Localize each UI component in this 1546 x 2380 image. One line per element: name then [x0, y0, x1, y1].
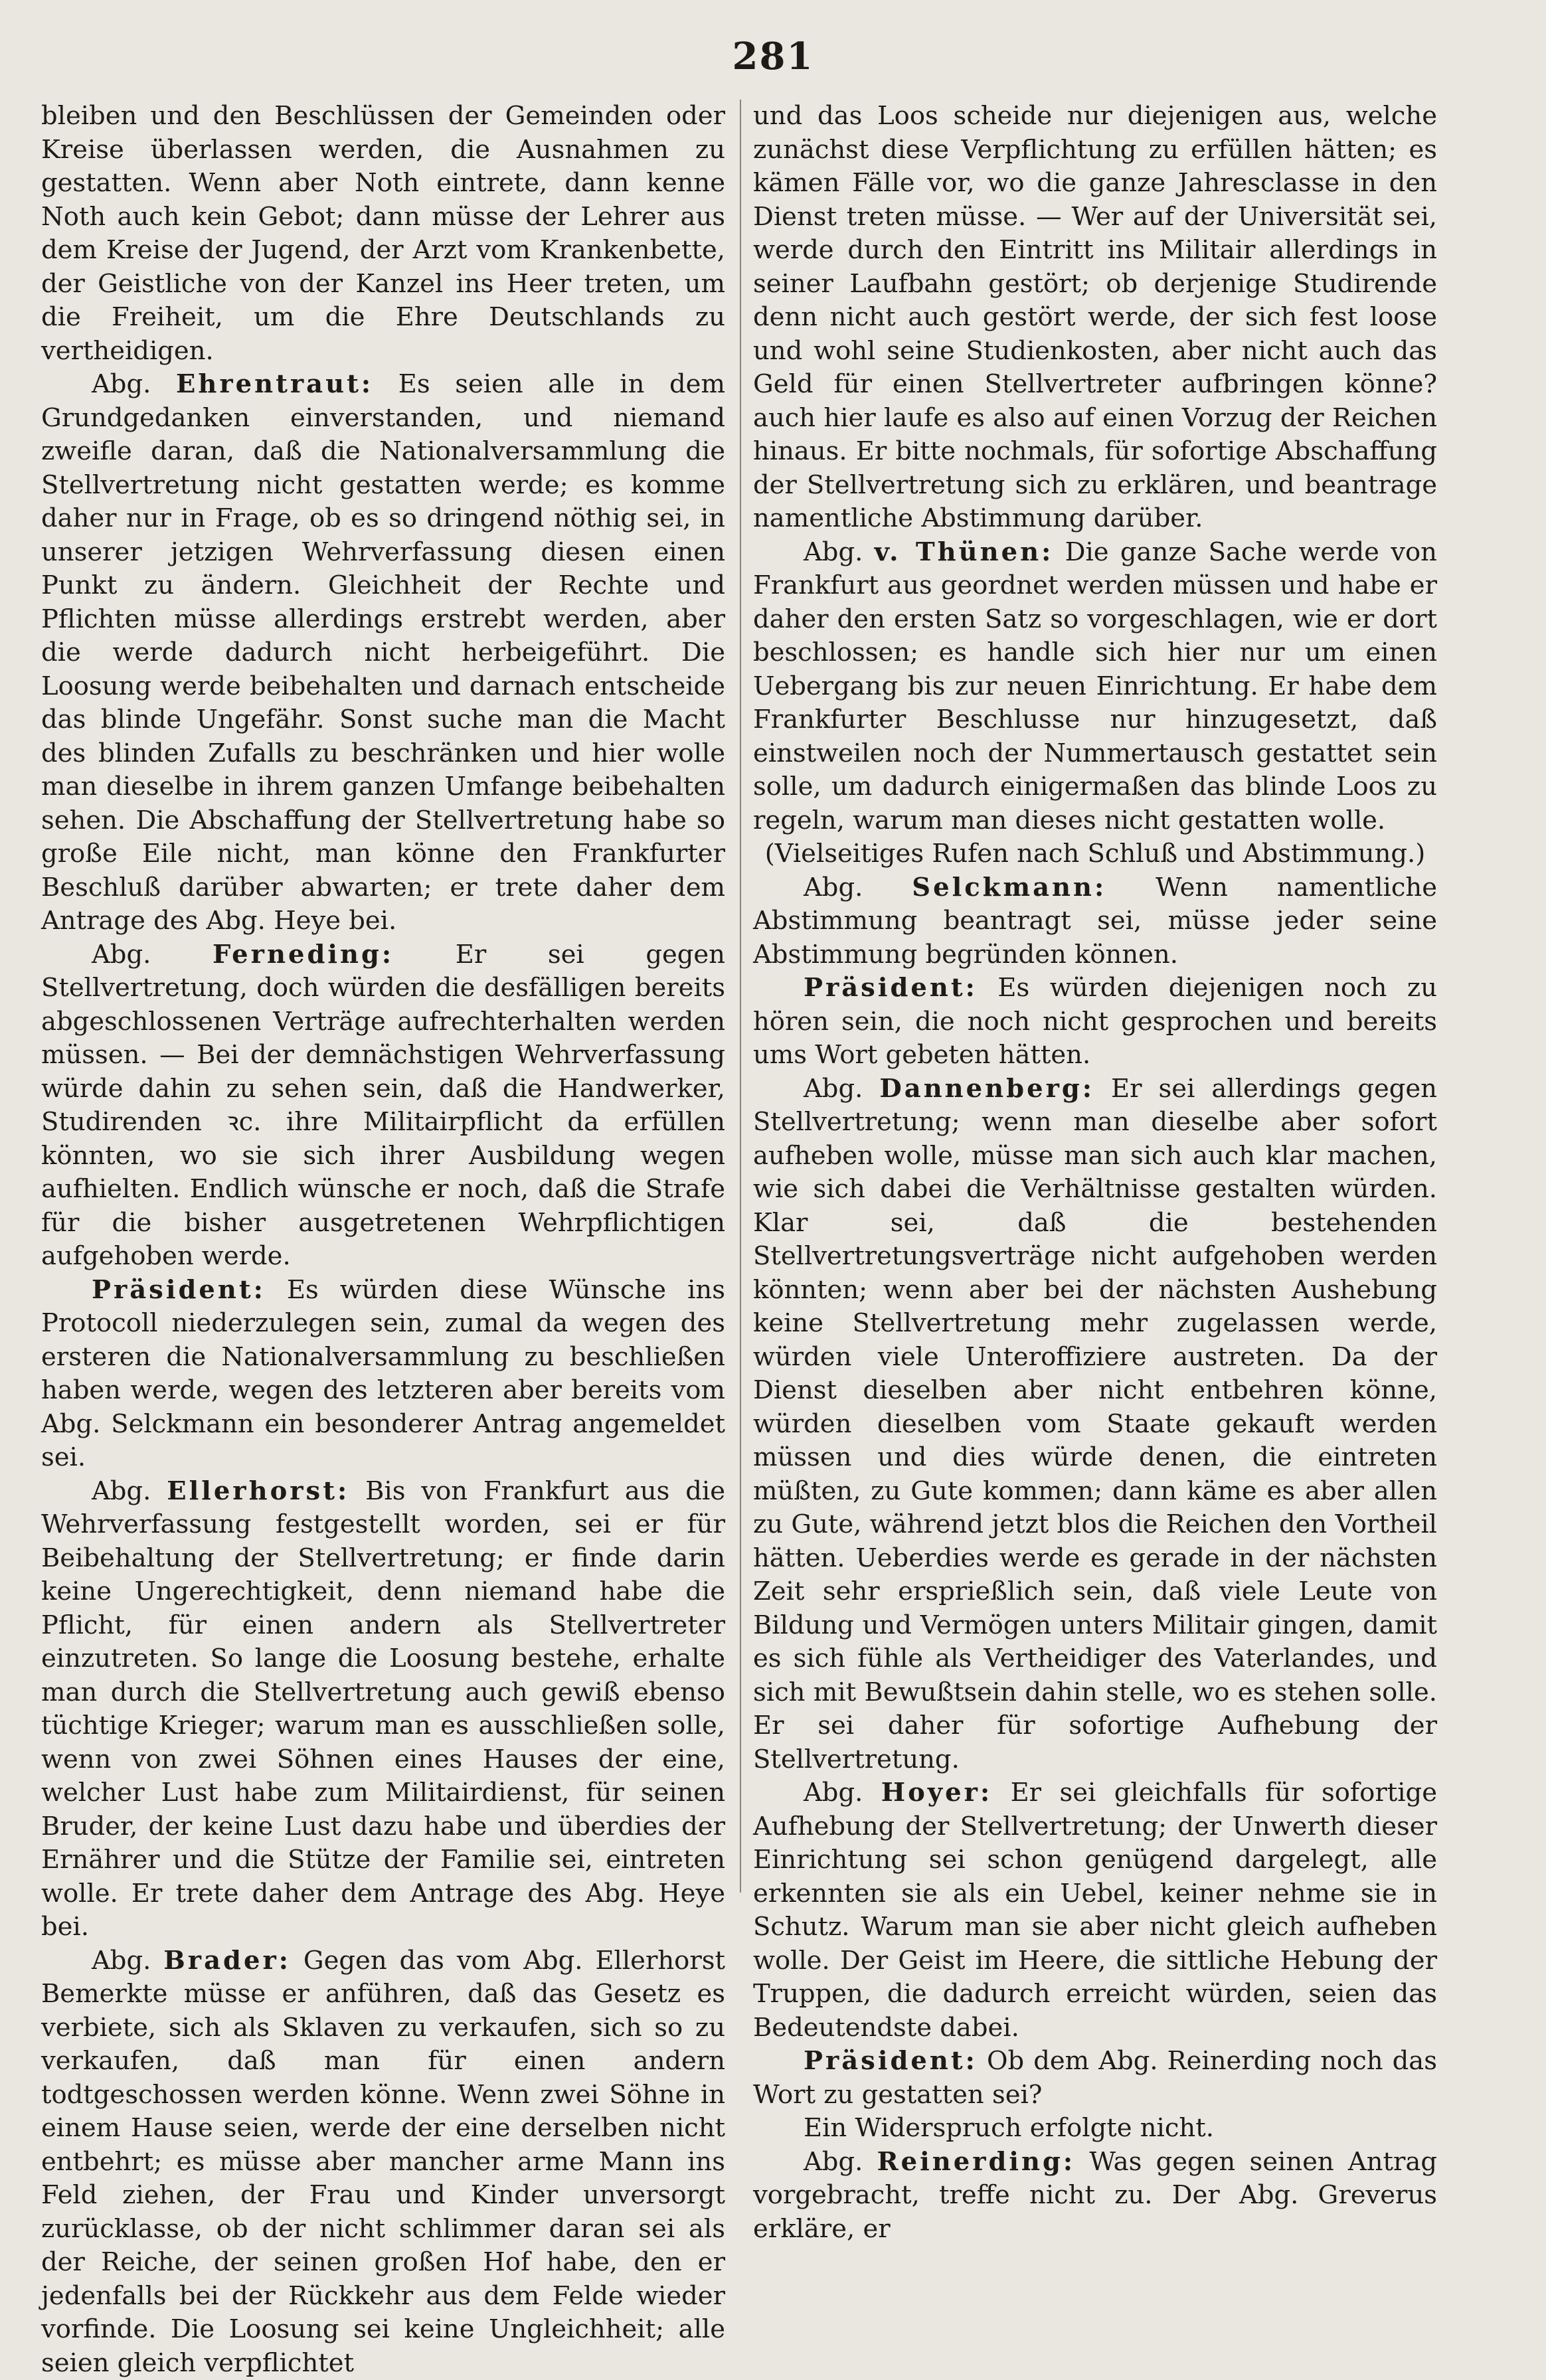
speech-text: Was gegen seinen Antrag vorgebracht, treffe nicht zu. Der Abg. Greverus erkläre, er: [753, 2147, 1437, 2244]
speech-paragraph: [41, 1944, 725, 2380]
speech-paragraph: [753, 1072, 1437, 1777]
speech-paragraph: [41, 1475, 725, 1944]
speaker-prefix: Abg.: [804, 2147, 863, 2177]
speaker-name: Präsident:: [804, 2046, 978, 2076]
speaker-prefix: Abg.: [804, 537, 863, 567]
speech-text: Gegen das vom Abg. Ellerhorst Bemerkte müsse er anführen, daß das Gesetz es verbiete, sich als Sklaven zu verkaufen, sich so zu verkaufen, daß man für einen andern todtgeschossen werden könne. Wenn zwei Söhne in einem Hause seien, werde der eine derselben nicht entbehrt; es müsse aber mancher arme Mann ins Feld ziehen, der Frau und Kinder unversorgt zurücklasse, ob der nicht schlimmer daran sei als der Reiche, der seinen großen Hof habe, den er jedenfalls bei der Rückkehr aus dem Felde wieder vorfinde. Die Loosung sei keine Ungleichheit; alle seien gleich verpflichtet: [41, 1946, 725, 2378]
speech-text: Es würden diejenigen noch zu hören sein, die noch nicht gesprochen und bereits ums Wort gebeten hätten.: [753, 973, 1437, 1070]
speaker-name: Präsident:: [92, 1275, 266, 1305]
speaker-prefix: Abg.: [92, 1476, 151, 1506]
speech-paragraph: [41, 368, 725, 938]
speaker-prefix: Abg.: [804, 1074, 863, 1104]
speech-paragraph: [753, 2146, 1437, 2247]
speech-text: Die ganze Sache werde von Frankfurt aus geordnet werden müssen und habe er daher den ersten Satz so vorgeschlagen, wie er dort beschlossen; es handle sich hier nur um einen Uebergang bis zur neuen Einrichtung. Er habe dem Frankfurter Beschlusse nur hinzugesetzt, daß einstweilen noch der Nummertausch gestattet sein solle, um dadurch einigermaßen das blinde Loos zu regeln, warum man dieses nicht gestatten wolle.: [753, 537, 1437, 835]
speech-paragraph: [753, 871, 1437, 972]
speaker-prefix: Abg.: [804, 1778, 863, 1808]
speaker-name: Hoyer:: [881, 1778, 992, 1808]
speech-text: Wenn namentliche Abstimmung beantragt sei, müsse jeder seine Abstimmung begründen können.: [753, 873, 1437, 970]
left-column: [41, 100, 725, 2380]
speaker-prefix: Abg.: [92, 369, 151, 399]
speaker-name: Reinerding:: [877, 2147, 1076, 2177]
speaker-name: Ellerhorst:: [167, 1476, 349, 1506]
speech-text: Bis von Frankfurt aus die Wehrverfassung festgestellt worden, sei er für Beibehaltung der Stellvertretung; er finde darin keine Ungerechtigkeit, denn niemand habe die Pflicht, für einen andern als Stellvertreter einzutreten. So lange die Loosung bestehe, erhalte man durch die Stellvertretung auch gewiß ebenso tüchtige Krieger; warum man es ausschließen solle, wenn von zwei Söhnen eines Hauses der eine, welcher Lust habe zum Militairdienst, für seinen Bruder, der keine Lust dazu habe und überdies der Ernährer und die Stütze der Familie sei, eintreten wolle. Er trete daher dem Antrage des Abg. Heye bei.: [41, 1476, 725, 1942]
speech-text: Er sei gleichfalls für sofortige Aufhebung der Stellvertretung; der Unwerth dieser Einrichtung sei schon genügend dargelegt, alle erkennten sie als ein Uebel, keiner nehme sie in Schutz. Warum man sie aber nicht gleich aufheben wolle. Der Geist im Heere, die sittliche Hebung der Truppen, die dadurch erreicht würden, seien das Bedeutendste dabei.: [753, 1778, 1437, 2043]
speech-text: Es seien alle in dem Grundgedanken einverstanden, und niemand zweifle daran, daß die Nationalversammlung die Stellvertretung nicht gestatten werde; es komme daher nur in Frage, ob es so dringend nöthig sei, in unserer jetzigen Wehrverfassung diesen einen Punkt zu ändern. Gleichheit der Rechte und Pflichten müsse allerdings erstrebt werden, aber die werde dadurch nicht herbeigeführt. Die Loosung werde beibehalten und darnach entscheide das blinde Ungefähr. Sonst suche man die Macht des blinden Zufalls zu beschränken und hier wolle man dieselbe in ihrem ganzen Umfange beibehalten sehen. Die Abschaffung der Stellvertretung habe so große Eile nicht, man könne den Frankfurter Beschluß darüber abwarten; er trete daher dem Antrage des Abg. Heye bei.: [41, 369, 725, 936]
speech-text: Er sei allerdings gegen Stellvertretung; wenn man dieselbe aber sofort aufheben wolle, müsse man sich auch klar machen, wie sich dabei die Verhältnisse gestalten würden. Klar sei, daß die bestehenden Stellvertretungsverträge nicht aufgehoben werden könnten; wenn aber bei der nächsten Aushebung keine Stellvertretung mehr zugelassen werde, würden viele Unteroffiziere austreten. Da der Dienst dieselben aber nicht entbehren könne, würden dieselben vom Staate gekauft werden müssen und dies würde denen, die eintreten müßten, zu Gute kommen; dann käme es aber allen zu Gute, während jetzt blos die Reichen den Vortheil hätten. Ueberdies werde es gerade in der nächsten Zeit sehr ersprießlich sein, daß viele Leute von Bildung und Vermögen unters Militair gingen, damit es sich fühle als Vertheidiger des Vaterlandes, und sich mit Bewußtsein dahin stelle, wo es stehen solle. Er sei daher für sofortige Aufhebung der Stellvertretung.: [753, 1074, 1437, 1774]
paragraph: und das Loos scheide nur diejenigen aus, welche zunächst diese Verpflichtung zu erfüllen hätten; es kämen Fälle vor, wo die ganze Jahresclasse in den Dienst treten müsse. — Wer auf der Universität sei, werde durch den Eintritt ins Militair allerdings in seiner Laufbahn gestört; ob derjenige Studirende denn nicht auch gestört werde, der sich fest loose und wohl seine Studienkosten, aber nicht auch das Geld für einen Stellvertreter aufbringen könne? auch hier laufe es also auf einen Vorzug der Reichen hinaus. Er bitte nochmals, für sofortige Abschaffung der Stellvertretung sich zu erklären, und beantrage namentliche Abstimmung darüber.: [753, 100, 1437, 536]
column-divider: [740, 100, 741, 1893]
speech-text: Er sei gegen Stellvertretung, doch würden die desfälligen bereits abgeschlossenen Verträge aufrechterhalten werden müssen. — Bei der demnächstigen Wehrverfassung würde dahin zu sehen sein, daß die Handwerker, Studirenden ꝛc. ihre Militairpflicht da erfüllen könnten, wo sie sich ihrer Ausbildung wegen aufhielten. Endlich wünsche er noch, daß die Strafe für die bisher ausgetretenen Wehrpflichtigen aufgehoben werde.: [41, 940, 725, 1272]
speech-paragraph: [753, 1776, 1437, 2045]
speaker-name: Ferneding:: [213, 940, 394, 970]
speech-paragraph: [41, 1274, 725, 1475]
right-column: [753, 100, 1437, 2246]
speech-paragraph: [41, 938, 725, 1274]
speaker-name: Dannenberg:: [879, 1074, 1094, 1104]
page-number: 281: [0, 35, 1546, 78]
stage-direction: (Vielseitiges Rufen nach Schluß und Abstimmung.): [753, 837, 1437, 871]
speech-paragraph: [753, 536, 1437, 838]
speaker-prefix: Abg.: [92, 940, 151, 970]
paragraph: Ein Widerspruch erfolgte nicht.: [753, 2112, 1437, 2146]
speech-paragraph: [753, 2045, 1437, 2112]
speaker-name: Brader:: [163, 1946, 291, 1976]
speaker-name: Ehrentraut:: [176, 369, 373, 399]
speaker-name: Präsident:: [804, 973, 978, 1003]
speaker-prefix: Abg.: [92, 1946, 151, 1976]
speech-text: Ob dem Abg. Reinerding noch das Wort zu gestatten sei?: [753, 2046, 1437, 2110]
speaker-name: Selckmann:: [912, 873, 1106, 902]
speech-paragraph: [753, 972, 1437, 1072]
paragraph: bleiben und den Beschlüssen der Gemeinden oder Kreise überlassen werden, die Ausnahmen zu gestatten. Wenn aber Noth eintrete, dann kenne Noth auch kein Gebot; dann müsse der Lehrer aus dem Kreise der Jugend, der Arzt vom Krankenbette, der Geistliche von der Kanzel ins Heer treten, um die Freiheit, um die Ehre Deutschlands zu vertheidigen.: [41, 100, 725, 368]
speech-text: Es würden diese Wünsche ins Protocoll niederzulegen sein, zumal da wegen des ersteren die Nationalversammlung zu beschließen haben werde, wegen des letzteren aber bereits vom Abg. Selckmann ein besonderer Antrag angemeldet sei.: [41, 1275, 725, 1473]
speaker-prefix: Abg.: [804, 873, 863, 902]
speaker-name: v. Thünen:: [875, 537, 1054, 567]
